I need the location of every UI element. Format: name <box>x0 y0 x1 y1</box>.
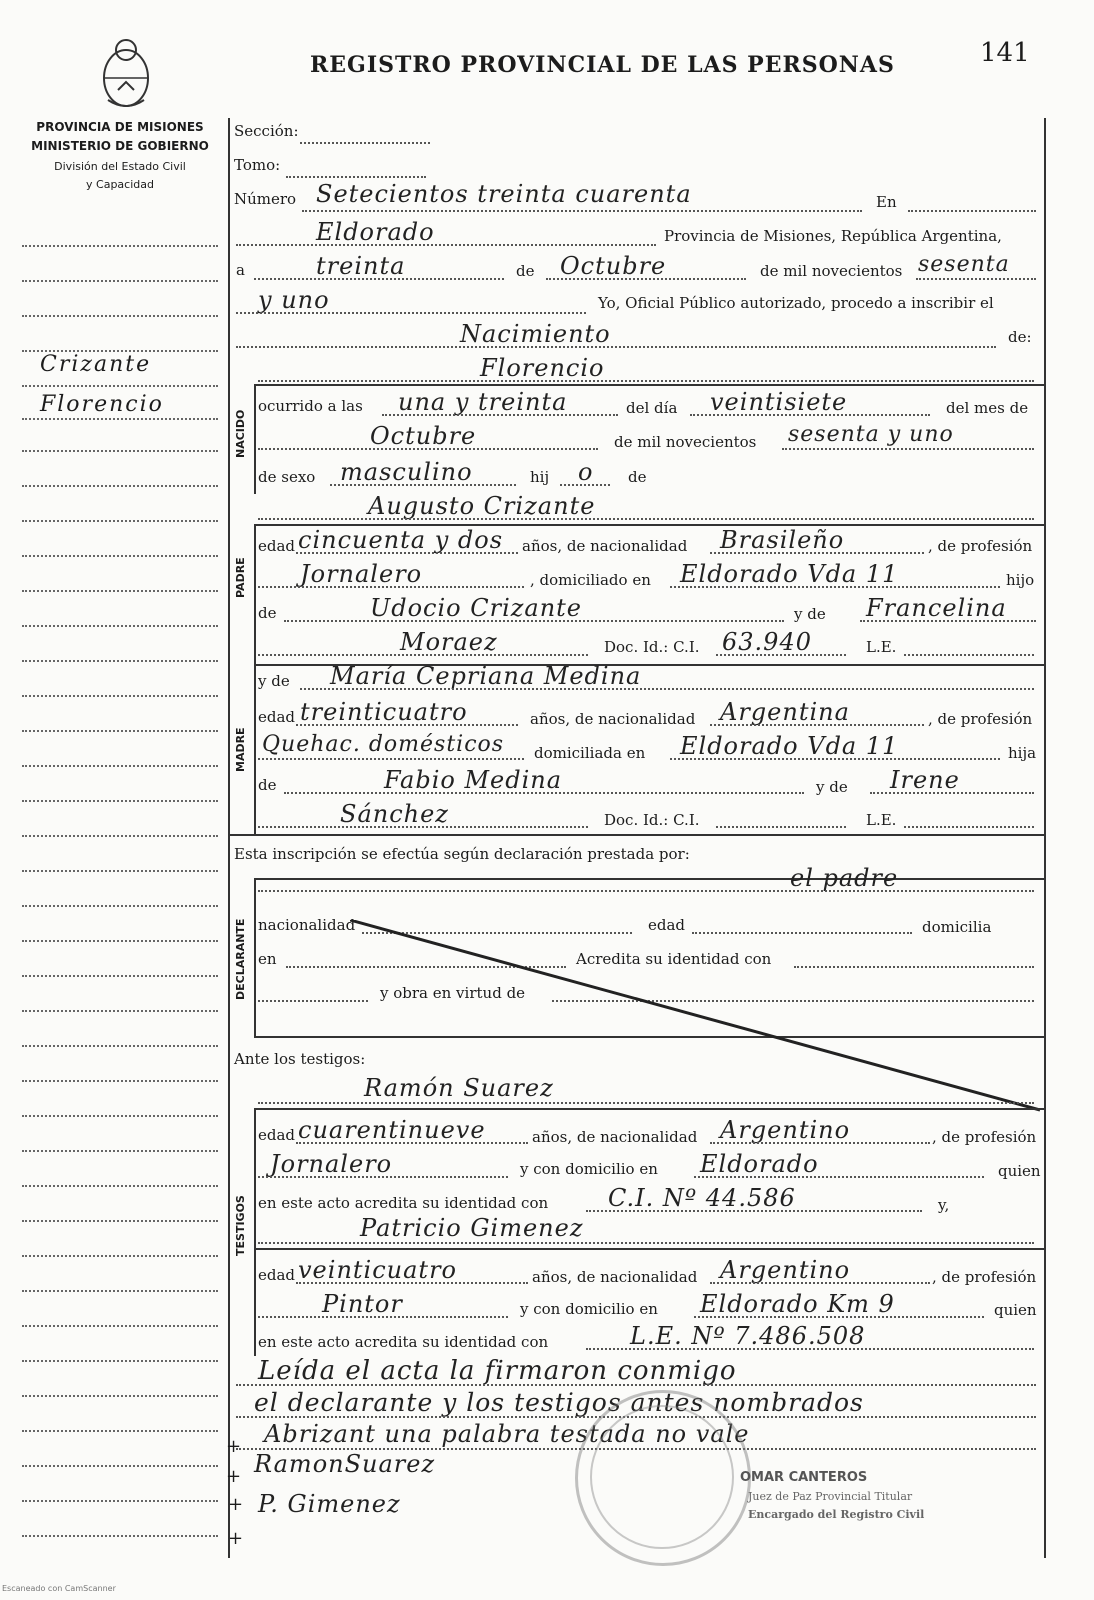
testigo1-ci-value: C.I. Nº 44.586 <box>608 1184 796 1212</box>
padre-de-label: de <box>258 604 277 622</box>
officer-name: OMAR CANTEROS <box>740 1470 868 1485</box>
madre-hija-label: hija <box>1008 744 1037 762</box>
signature-p-gimenez: P. Gimenez <box>258 1490 401 1518</box>
declarante-edad-label: edad <box>648 916 686 934</box>
testigo1-quien-label: quien <box>998 1162 1041 1180</box>
closing-line-3: Abrizant una palabra testada no vale <box>264 1420 750 1448</box>
declarante-domicilia-label: domicilia <box>922 918 992 936</box>
testigo1-dom-value: Eldorado <box>700 1150 819 1178</box>
testigo1-y-label: y, <box>938 1196 950 1214</box>
de-label: de <box>516 262 535 280</box>
padre-domiciliado-label: , domiciliado en <box>530 571 651 589</box>
officer-role: Encargado del Registro Civil <box>748 1508 925 1521</box>
del-dia-label: del día <box>626 399 678 417</box>
padre-nac-value: Brasileño <box>720 526 845 554</box>
de-mil-novecientos-2-label: de mil novecientos <box>614 433 757 451</box>
acto-value: Nacimiento <box>460 320 611 348</box>
madre-prof-value: Quehac. domésticos <box>262 732 505 757</box>
mes-nac-value: Octubre <box>370 422 477 450</box>
numero-label: Número <box>234 190 297 208</box>
testigo2-prof-value: Pintor <box>322 1290 403 1318</box>
sexo-value: masculino <box>340 458 473 486</box>
madre-nombre-value: María Cepriana Medina <box>330 662 642 690</box>
page-title: REGISTRO PROVINCIAL DE LAS PERSONAS <box>310 52 895 78</box>
org-ministry: MINISTERIO DE GOBIERNO <box>31 139 209 153</box>
a-label: a <box>236 261 245 279</box>
testigo2-nombre-value: Patricio Gimenez <box>360 1214 584 1242</box>
org-capacidad: y Capacidad <box>86 178 154 191</box>
madre-padre-value: Fabio Medina <box>384 766 563 794</box>
yo-oficial-label: Yo, Oficial Público autorizado, procedo a inscribir el <box>598 294 994 312</box>
hij-suffix-value: o <box>578 458 594 486</box>
padre-madre-b-value: Moraez <box>400 628 498 656</box>
coat-of-arms-icon <box>98 30 154 112</box>
officer-title: Juez de Paz Provincial Titular <box>748 1490 913 1503</box>
padre-edad-label: edad <box>258 537 296 555</box>
testigo1-nombre-value: Ramón Suarez <box>364 1074 554 1102</box>
sexo-label: de sexo <box>258 468 316 486</box>
del-mes-label: del mes de <box>946 399 1029 417</box>
org-division: División del Estado Civil <box>54 160 186 173</box>
padre-section-label: PADRE <box>234 557 247 598</box>
nacido-section-label: NACIDO <box>234 409 247 458</box>
signature-ramon-suarez: RamonSuarez <box>254 1450 436 1478</box>
testigo1-en-este-acto-label: en este acto acredita su identidad con <box>258 1194 549 1212</box>
madre-le-label: L.E. <box>866 811 897 829</box>
seccion-label: Sección: <box>234 122 299 140</box>
declarante-nacionalidad-label: nacionalidad <box>258 916 356 934</box>
madre-nac-value: Argentina <box>720 698 850 726</box>
tomo-label: Tomo: <box>234 156 281 174</box>
padre-padre-value: Udocio Crizante <box>370 594 583 622</box>
madre-doc-label: Doc. Id.: C.I. <box>604 811 700 829</box>
padre-anos-label: años, de nacionalidad <box>522 537 688 555</box>
page-number: 141 <box>980 38 1030 68</box>
declarante-y-obra-label: y obra en virtud de <box>380 984 526 1002</box>
numero-value: Setecientos treinta cuarenta <box>316 180 692 208</box>
madre-section-label: MADRE <box>234 727 247 772</box>
de-2-label: de <box>628 468 647 486</box>
padre-hijo-label: hijo <box>1006 571 1035 589</box>
padre-madre-a-value: Francelina <box>866 594 1007 622</box>
madre-edad-label: edad <box>258 708 296 726</box>
ante-testigos-label: Ante los testigos: <box>234 1050 366 1068</box>
madre-profesion-label: , de profesión <box>928 710 1033 728</box>
anio-b-value: y uno <box>258 286 330 314</box>
nombre-nacido-value: Florencio <box>480 354 605 382</box>
mes-value: Octubre <box>560 252 667 280</box>
declarante-acredita-label: Acredita su identidad con <box>576 950 772 968</box>
inscripcion-label: Esta inscripción se efectúa según declaración prestada por: <box>234 845 690 863</box>
margin-surname: Crizante <box>40 352 152 377</box>
de-mil-novecientos-label: de mil novecientos <box>760 262 903 280</box>
testigo2-dom-value: Eldorado Km 9 <box>700 1290 895 1318</box>
padre-profesion-label: , de profesión <box>928 537 1033 555</box>
testigo1-domicilio-label: y con domicilio en <box>520 1160 658 1178</box>
madre-madre-b-value: Sánchez <box>340 800 449 828</box>
testigo1-nac-value: Argentino <box>720 1116 851 1144</box>
declarante-value: el padre <box>790 864 899 892</box>
madre-madre-a-value: Irene <box>890 766 960 794</box>
main-left-border <box>228 118 230 1558</box>
padre-le-label: L.E. <box>866 638 897 656</box>
testigo2-nac-value: Argentino <box>720 1256 851 1284</box>
closing-line-2: el declarante y los testigos antes nombrados <box>254 1388 864 1417</box>
padre-prof-value: Jornalero <box>300 560 423 588</box>
margin-given-name: Florencio <box>40 392 164 417</box>
testigo1-edad-label: edad <box>258 1126 296 1144</box>
padre-y-de-label: y de <box>794 605 826 623</box>
anio-a-value: sesenta <box>918 252 1010 277</box>
testigo2-ci-value: L.E. Nº 7.486.508 <box>630 1322 866 1350</box>
testigo1-edad-value: cuarentinueve <box>298 1116 486 1144</box>
dia-value: treinta <box>316 252 406 280</box>
padre-dom-value: Eldorado Vda 11 <box>680 560 899 588</box>
testigo2-edad-label: edad <box>258 1266 296 1284</box>
madre-domiciliada-label: domiciliada en <box>534 744 646 762</box>
madre-anos-label: años, de nacionalidad <box>530 710 696 728</box>
testigo1-prof-value: Jornalero <box>270 1150 393 1178</box>
hora-value: una y treinta <box>398 388 568 416</box>
padre-ci-value: 63.940 <box>722 628 812 656</box>
dia-nac-value: veintisiete <box>710 388 848 416</box>
testigo2-en-este-acto-label: en este acto acredita su identidad con <box>258 1333 549 1351</box>
en-lugar-value: Eldorado <box>316 218 435 246</box>
padre-nombre-value: Augusto Crizante <box>368 492 596 520</box>
madre-edad-value: treinticuatro <box>300 698 468 726</box>
org-province: PROVINCIA DE MISIONES <box>36 120 204 134</box>
testigos-section-label: TESTIGOS <box>234 1195 247 1256</box>
anio-nac-value: sesenta y uno <box>788 422 954 447</box>
testigo2-anos-label: años, de nacionalidad <box>532 1268 698 1286</box>
madre-y-de2-label: y de <box>816 778 848 796</box>
en-label: En <box>876 193 897 211</box>
closing-line-1: Leída el acta la firmaron conmigo <box>258 1356 737 1386</box>
madre-y-de-label: y de <box>258 672 290 690</box>
testigo2-domicilio-label: y con domicilio en <box>520 1300 658 1318</box>
hij-label: hij <box>530 468 550 486</box>
testigo1-profesion-label: , de profesión <box>932 1128 1037 1146</box>
testigo2-profesion-label: , de profesión <box>932 1268 1037 1286</box>
padre-doc-label: Doc. Id.: C.I. <box>604 638 700 656</box>
de-colon-label: de: <box>1008 328 1032 346</box>
testigo2-edad-value: veinticuatro <box>298 1256 457 1284</box>
declarante-section-label: DECLARANTE <box>234 918 247 1000</box>
scanner-footer: Escaneado con CamScanner <box>2 1584 116 1593</box>
ocurrido-label: ocurrido a las <box>258 397 363 415</box>
main-right-border <box>1044 118 1046 1558</box>
madre-de-label: de <box>258 776 277 794</box>
testigo2-quien-label: quien <box>994 1301 1037 1319</box>
declarante-en-label: en <box>258 950 277 968</box>
provincia-label: Provincia de Misiones, República Argentina, <box>664 227 1002 245</box>
testigo1-anos-label: años, de nacionalidad <box>532 1128 698 1146</box>
padre-edad-value: cincuenta y dos <box>298 526 504 554</box>
madre-dom-value: Eldorado Vda 11 <box>680 732 899 760</box>
